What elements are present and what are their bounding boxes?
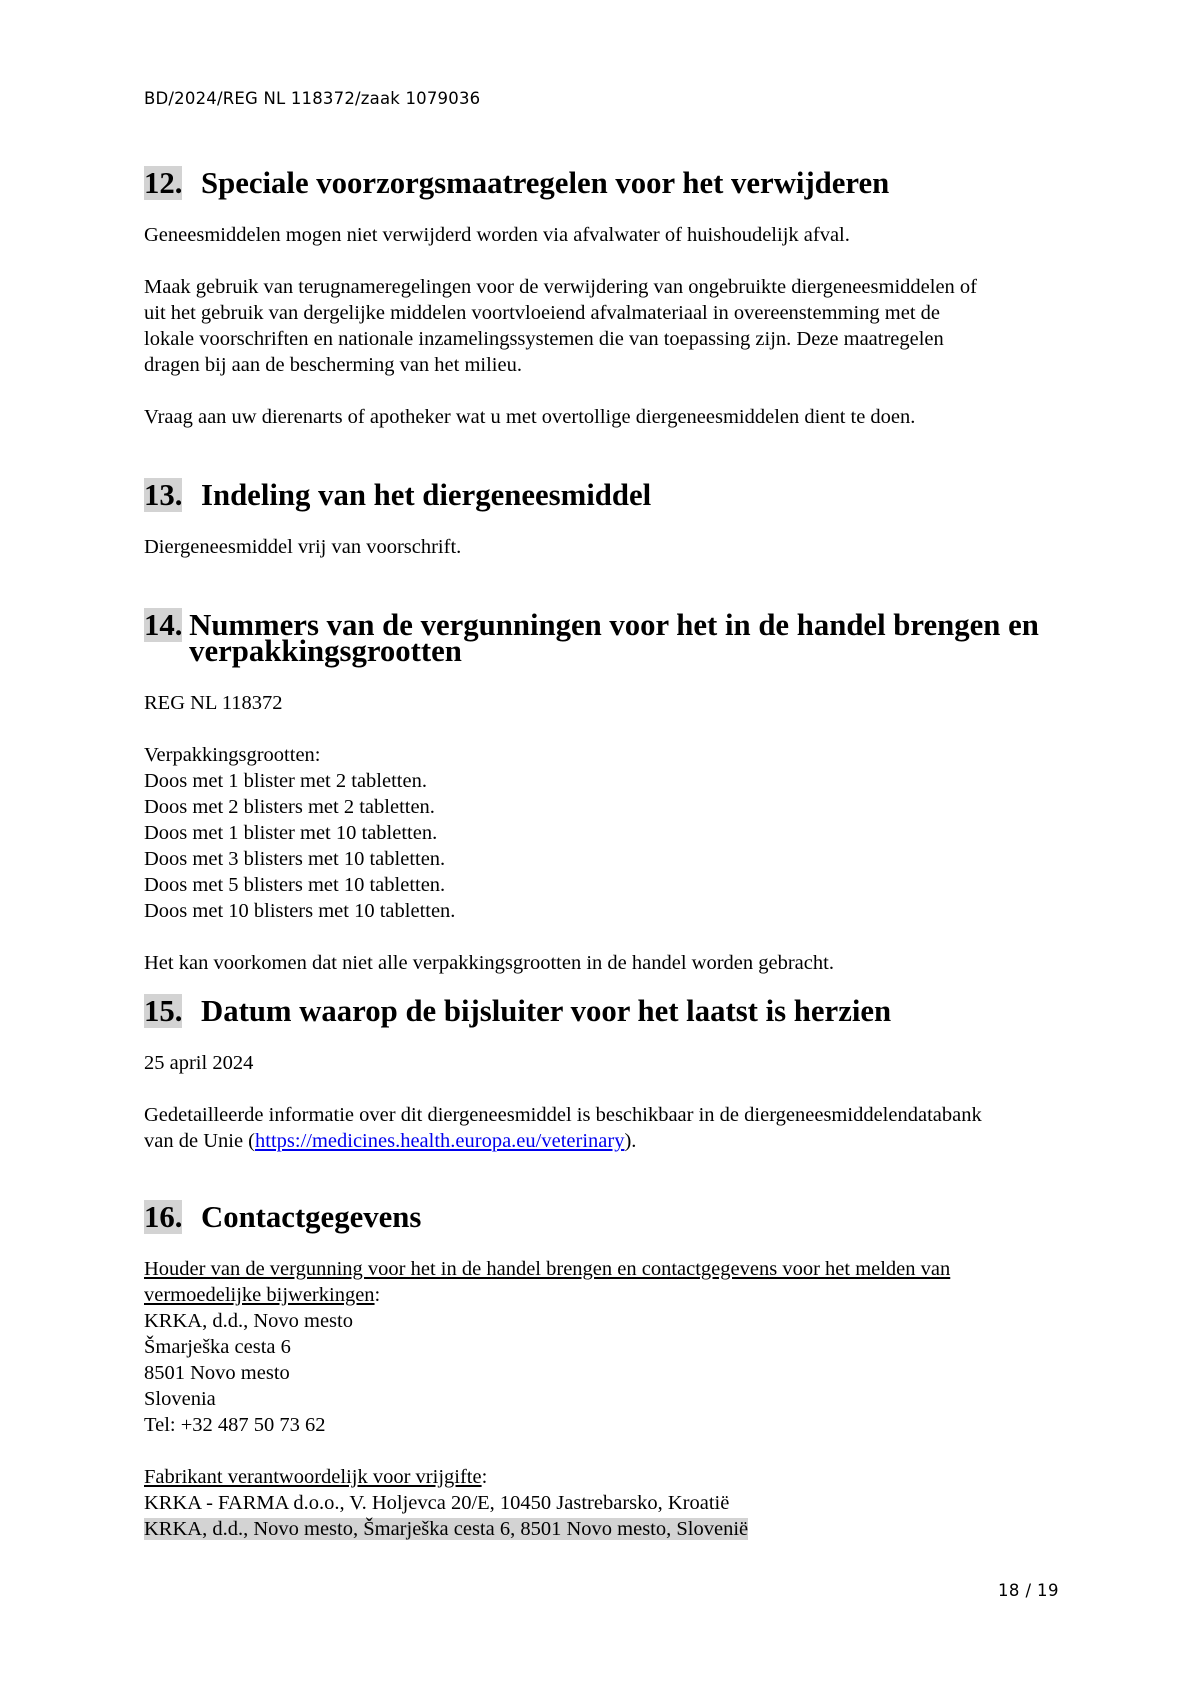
list-item: Doos met 3 blisters met 10 tabletten. — [144, 848, 446, 870]
list-item: Doos met 1 blister met 2 tabletten. — [144, 770, 427, 792]
section-12 — [144, 166, 1084, 430]
database-link[interactable]: https://medicines.health.europa.eu/veterinary — [255, 1130, 625, 1152]
manufacturer-label: Fabrikant verantwoordelijk voor vrijgifte: — [144, 1466, 488, 1488]
phone-line: Tel: +32 487 50 73 62 — [144, 1414, 326, 1436]
section-14 — [144, 608, 1084, 976]
section-heading — [144, 608, 1084, 668]
list-item: Doos met 1 blister met 10 tabletten. — [144, 822, 438, 844]
section-number: 12. — [144, 166, 183, 200]
paragraph: Geneesmiddelen mogen niet verwijderd worden via afvalwater of huishoudelijk afval. — [144, 224, 850, 246]
address-line: Slovenia — [144, 1388, 216, 1410]
list-item: Doos met 2 blisters met 2 tabletten. — [144, 796, 435, 818]
paragraph: Diergeneesmiddel vrij van voorschrift. — [144, 536, 462, 558]
section-title: Datum waarop de bijsluiter voor het laatst is herzien — [201, 994, 892, 1028]
section-heading — [144, 478, 1084, 512]
section-title: Speciale voorzorgsmaatregelen voor het verwijderen — [201, 166, 890, 200]
section-heading — [144, 994, 1084, 1028]
paragraph: Vraag aan uw dierenarts of apotheker wat u met overtollige diergeneesmiddelen dient te doen. — [144, 406, 916, 428]
section-number: 16. — [144, 1200, 183, 1234]
section-title: Indeling van het diergeneesmiddel — [201, 478, 652, 512]
address-line: KRKA, d.d., Novo mesto — [144, 1310, 353, 1332]
highlighted-text: KRKA, d.d., Novo mesto, Šmarješka cesta 6, 8501 Novo mesto, Slovenië — [144, 1518, 749, 1540]
address-line: 8501 Novo mesto — [144, 1362, 290, 1384]
pack-sizes-label: Verpakkingsgrootten: — [144, 744, 321, 766]
section-15 — [144, 994, 1084, 1154]
section-number: 13. — [144, 478, 183, 512]
list-item: Doos met 10 blisters met 10 tabletten. — [144, 900, 456, 922]
section-heading — [144, 166, 1084, 200]
registration-number: REG NL 118372 — [144, 692, 283, 714]
manufacturer-line: KRKA - FARMA d.o.o., V. Holjevca 20/E, 10450 Jastrebarsko, Kroatië — [144, 1492, 730, 1514]
section-title: Nummers van de vergunningen voor het in de handel brengen en verpakkingsgrootten — [189, 608, 1039, 668]
section-heading — [144, 1200, 1084, 1234]
paragraph: Maak gebruik van terugnameregelingen voor de verwijdering van ongebruikte diergeneesmiddelen of uit het gebruik van dergelijke middelen voortvloeiend afvalmateriaal in overeenstemming met de lokale voorschriften en nationale inzamelingssystemen die van toepassing zijn. Deze maatregelen dragen bij aan de bescherming van het milieu. — [144, 276, 977, 376]
section-16 — [144, 1200, 1084, 1542]
paragraph: Gedetailleerde informatie over dit diergeneesmiddel is beschikbaar in de diergeneesmiddelendatabank van de Unie (https://medicines.health.europa.eu/veterinary). — [144, 1104, 982, 1152]
document-reference: BD/2024/REG NL 118372/zaak 1079036 — [144, 89, 481, 108]
section-title: Contactgegevens — [201, 1200, 422, 1234]
manufacturer-line — [144, 1516, 1084, 1542]
section-number: 14. — [144, 608, 183, 642]
paragraph: Het kan voorkomen dat niet alle verpakkingsgrootten in de handel worden gebracht. — [144, 952, 834, 974]
revision-date: 25 april 2024 — [144, 1052, 254, 1074]
holder-label: Houder van de vergunning voor het in de handel brengen en contactgegevens voor het melden van vermoedelijke bijwerkingen: — [144, 1258, 951, 1306]
list-item: Doos met 5 blisters met 10 tabletten. — [144, 874, 446, 896]
section-number: 15. — [144, 994, 183, 1028]
address-line: Šmarješka cesta 6 — [144, 1336, 291, 1358]
page-number: 18 / 19 — [998, 1581, 1059, 1600]
section-13 — [144, 478, 1084, 560]
